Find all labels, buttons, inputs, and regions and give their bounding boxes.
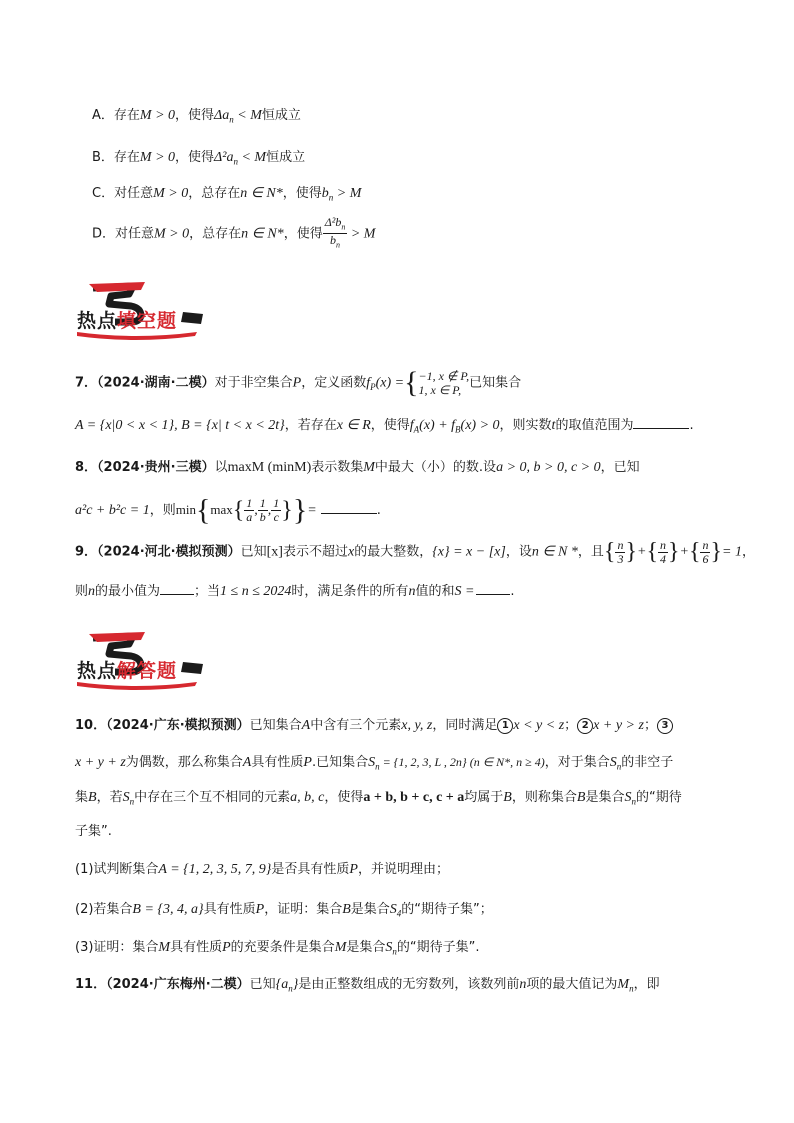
question-10-line-3: 集B，若$S_n$中存在三个互不相同的元素a, b, c，使得a + b, b + c, c + a均属于B，则称集合B是集合$S_n$的“期待 bbox=[75, 790, 682, 807]
question-10-part-3: (3)证明：集合M具有性质P的充要条件是集合M是集合$S_n$的“期待子集”. bbox=[75, 940, 480, 957]
option-d: D．对任意M > 0，总存在n ∈ N*，使得 $\frac{\Delta^2b_n}{b_n}$ > M bbox=[92, 215, 376, 250]
answer-blank[interactable] bbox=[633, 414, 689, 429]
question-10-line-2: x + y + z为偶数，那么称集合A具有性质P.已知集合$S_n = \{1$, 2, 3, L , 2n} (n ∈ N*, n ≥ 4)，对于集合$S_n$的非空子 bbox=[75, 755, 674, 772]
question-7-line-2: A = {x|0 < x < 1}, B = {x| t < x < 2t}，若存在x ∈ R，使得$f_A(x) + f_B(x) > 0$，则实数t的取值范围为 . bbox=[75, 414, 694, 440]
option-c: C．对任意M > 0，总存在n ∈ N*，使得$b_n > M$ bbox=[92, 186, 362, 203]
section-badge-solve bbox=[75, 632, 205, 690]
answer-blank[interactable] bbox=[160, 580, 194, 595]
question-10-part-2: (2)若集合B = {3, 4, a}具有性质P，证明：集合B是集合$S_4$的“期待子集”； bbox=[75, 902, 493, 919]
brace: { bbox=[404, 366, 419, 399]
question-10-line-1: 10．（2024·广东·模拟预测）已知集合A中含有三个元素x, y, z，同时满足 1 x < y < z； 2 x + y > z； 3 bbox=[75, 716, 673, 736]
circled-number-3: 3 bbox=[657, 718, 673, 734]
option-a: A．存在M > 0，使得$\Delta a_n < M$恒成立 bbox=[92, 108, 301, 125]
piecewise-cases: −1, x ∉ P, 1, x ∈ P, bbox=[418, 369, 470, 397]
circled-number-2: 2 bbox=[577, 718, 593, 734]
question-11-line-1: 11．（2024·广东梅州·二模）已知$\{a_n\}$是由正整数组成的无穷数列，该数列前n项的最大值记为$M_n$，即 bbox=[75, 977, 660, 994]
section-title-fill: 热点填空题 bbox=[77, 310, 178, 332]
question-8-line-2: a²c + b²c = 1，则min{max{ $\frac{1}{a}$ , $\frac{1}{b}$ , $\frac{1}{c}$ }}= . bbox=[75, 493, 381, 527]
question-9-line-2: 则n的最小值为 ；当1 ≤ n ≤ 2024时，满足条件的所有n值的和S = . bbox=[75, 580, 515, 602]
section-badge-fill bbox=[75, 282, 205, 340]
question-10-line-4: 子集”. bbox=[75, 824, 112, 839]
answer-blank[interactable] bbox=[476, 580, 510, 595]
question-9-line-1: 9．（2024·河北·模拟预测）已知[x]表示不超过x的最大整数，{x} = x − [x]，设n ∈ N *，且{ $\frac{n}{3}$ }+{ $\frac{n}{4}$ }+{ $\frac{n}{6}$ }= 1， bbox=[75, 537, 755, 566]
section-title-solve: 热点解答题 bbox=[77, 660, 178, 682]
answer-blank[interactable] bbox=[321, 499, 377, 514]
question-8-line-1: 8．（2024·贵州·三模）以maxM (minM)表示数集M中最大（小）的数.设a > 0, b > 0, c > 0，已知 bbox=[75, 460, 640, 475]
question-7-line-1: 7．（2024·湖南·二模）对于非空集合P，定义函数$f_P(x)$ ={ −1, x ∉ P, 1, x ∈ P, 已知集合 bbox=[75, 366, 522, 399]
question-10-part-1: (1)试判断集合A = {1, 2, 3, 5, 7, 9}是否具有性质P，并说明理由； bbox=[75, 862, 449, 877]
circled-number-1: 1 bbox=[497, 718, 513, 734]
fraction: $\frac{\Delta^2b_n}{b_n}$ bbox=[324, 215, 346, 250]
option-b: B．存在M > 0，使得$\Delta^2a_n < M$恒成立 bbox=[92, 150, 306, 167]
